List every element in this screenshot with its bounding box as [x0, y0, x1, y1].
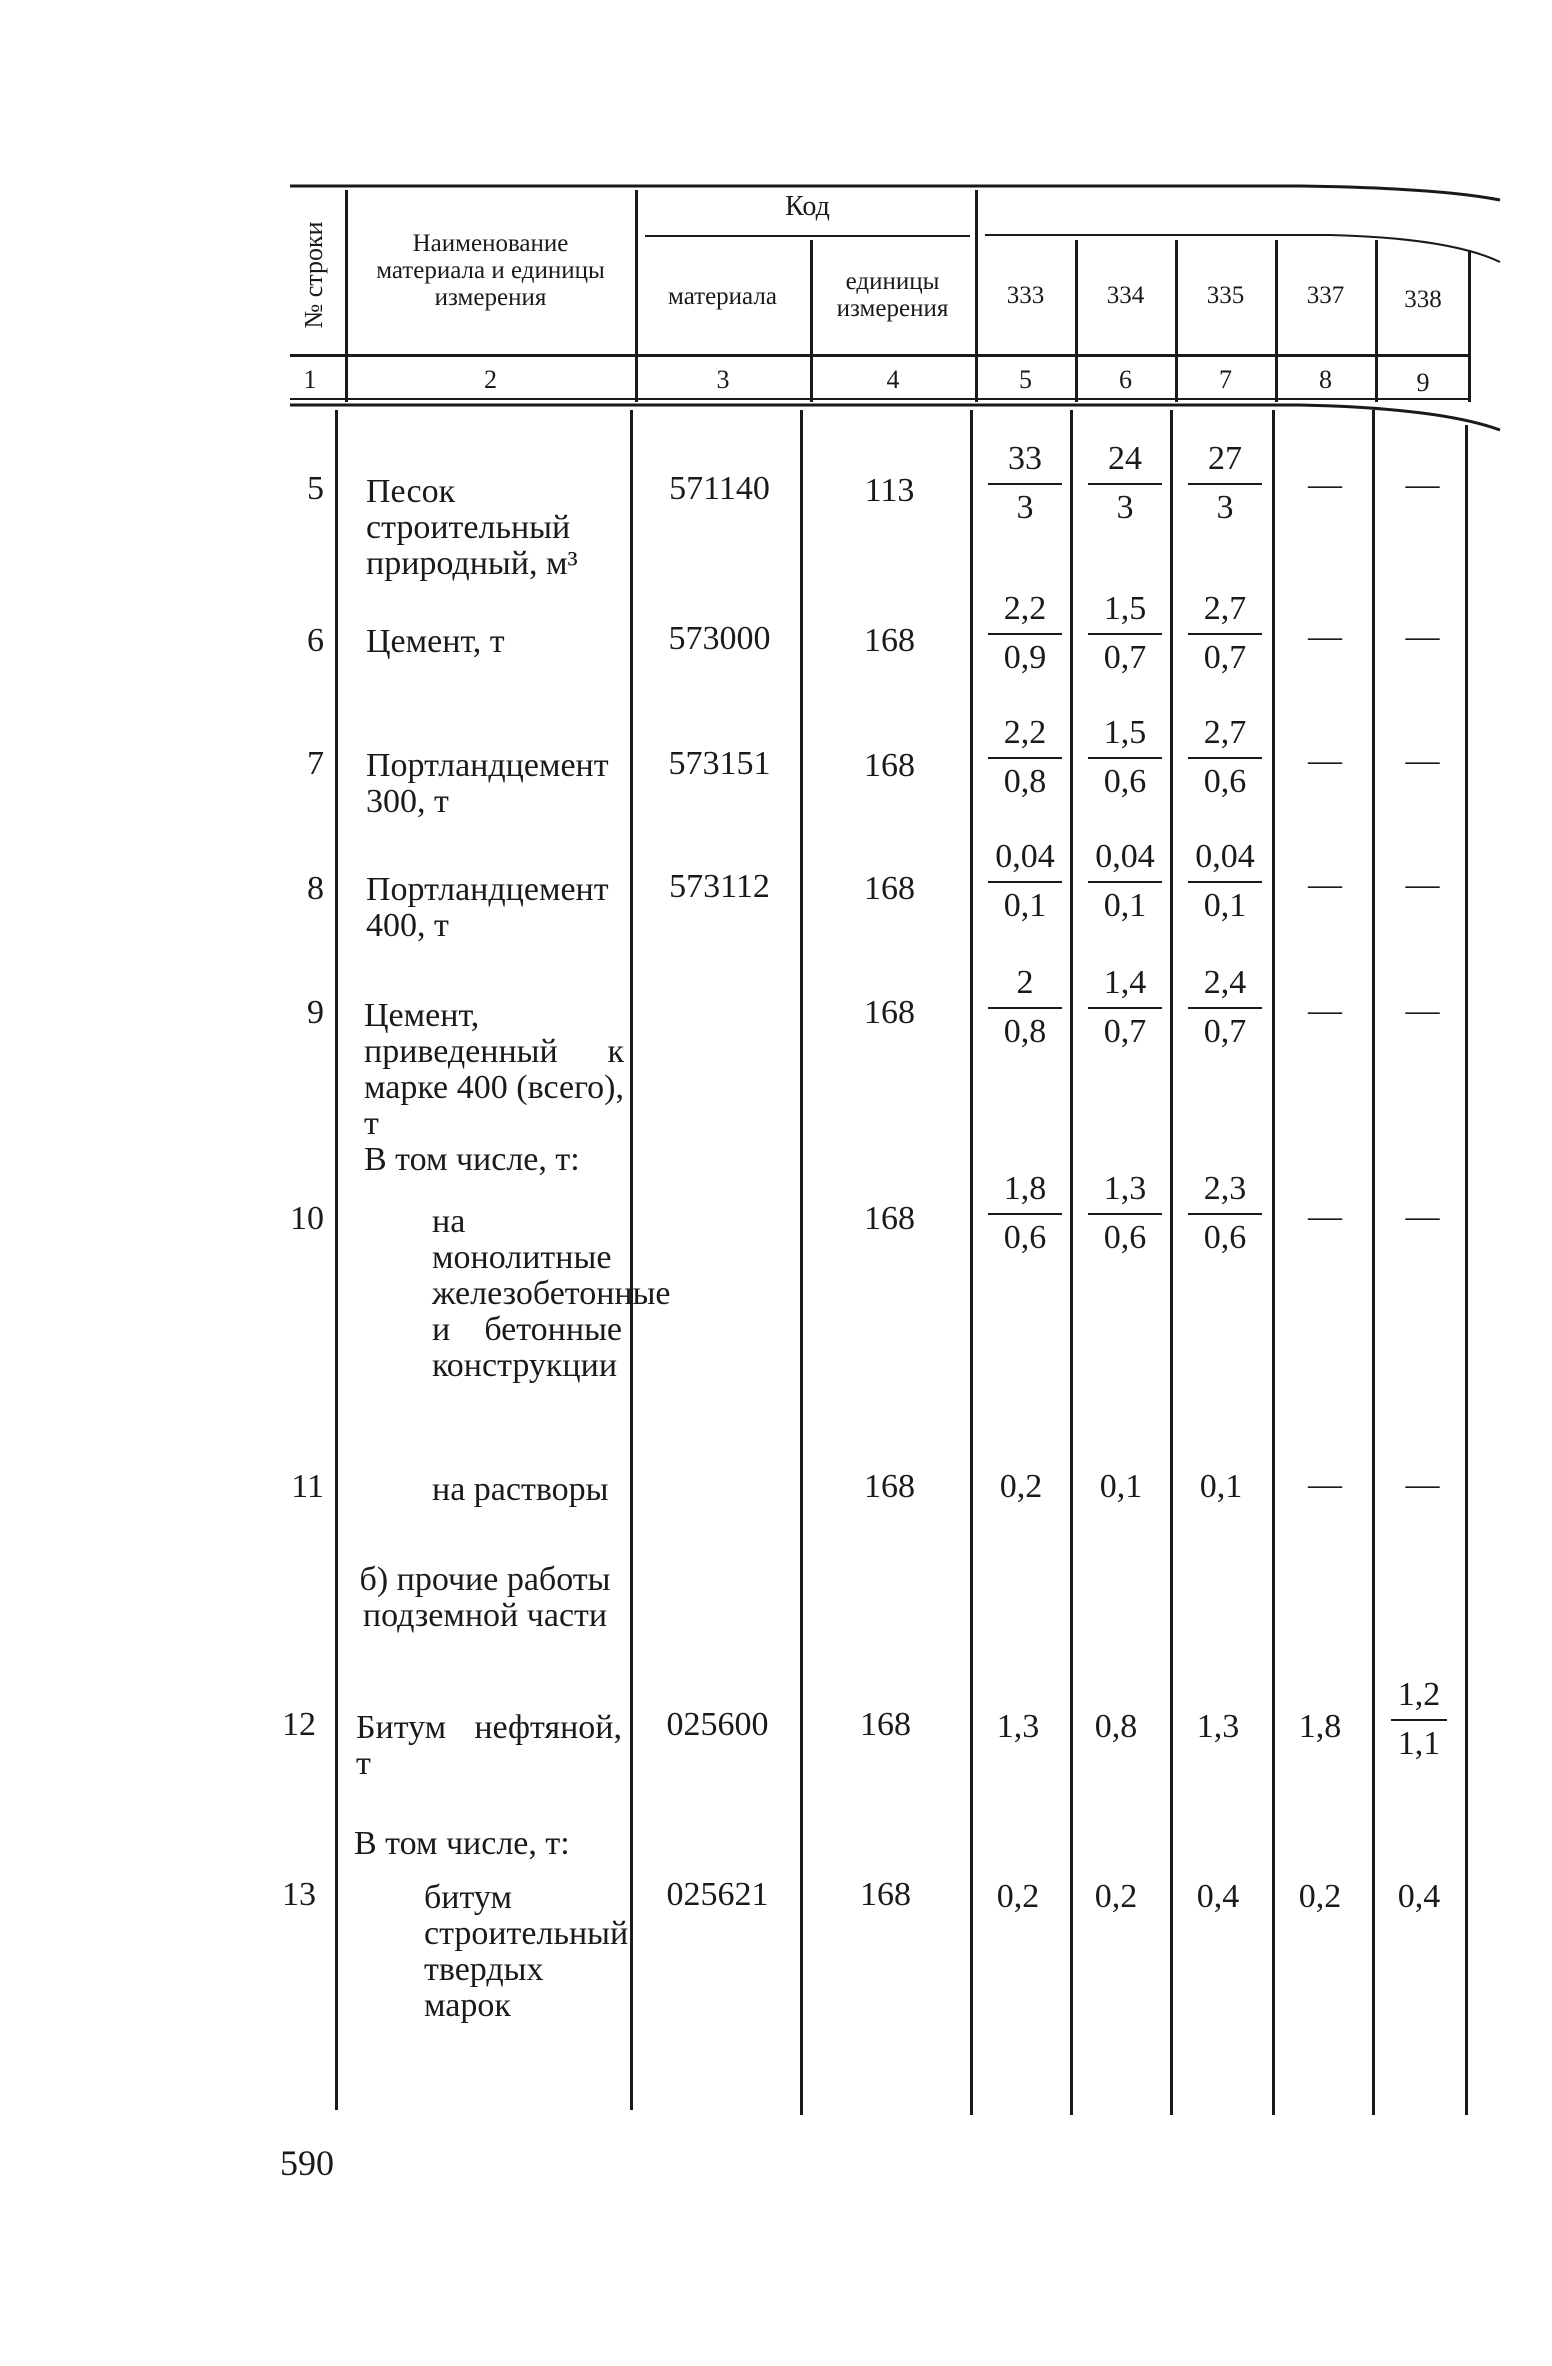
value: 0,4 [1196, 1878, 1240, 1915]
empty-value-dash: — [1308, 1198, 1342, 1235]
material-name: Битум нефтяной, т [356, 1709, 622, 1782]
value: 0,2 [996, 1878, 1040, 1915]
code-group-rule [645, 235, 970, 237]
numerator: 1,2 [1397, 1676, 1441, 1713]
denominator: 3 [1116, 489, 1134, 526]
fraction-bar [988, 1007, 1062, 1009]
row-number: 10 [290, 1200, 324, 1237]
fraction-bar [1088, 757, 1162, 759]
value-column-header: 334 [1106, 282, 1145, 309]
column-number: 9 [1416, 368, 1430, 397]
denominator: 3 [1016, 489, 1034, 526]
fraction-bar [1088, 881, 1162, 883]
unit-code: 168 [864, 1468, 915, 1505]
fraction-value [1180, 964, 1270, 1051]
fraction-value [1080, 838, 1170, 925]
value: 0,2 [1298, 1878, 1342, 1915]
empty-value-dash: — [1405, 742, 1440, 779]
row-number: 13 [282, 1876, 316, 1913]
fraction-bar [1188, 757, 1262, 759]
value-column-header: 333 [1006, 282, 1045, 309]
material-name: Песок строительный природный, м³ [366, 473, 578, 582]
fraction-value [1080, 440, 1170, 527]
denominator: 0,1 [1203, 887, 1247, 924]
fraction-value [1180, 440, 1270, 527]
name-header: Наименование материала и единицы измерения [376, 230, 605, 311]
subheading: В том числе, т: [354, 1825, 570, 1862]
fraction-value [980, 1170, 1070, 1257]
numerator: 0,04 [1095, 838, 1155, 875]
material-name: Цемент, т [366, 623, 505, 660]
material-name: Портландцемент 300, т [366, 747, 609, 820]
row-number: 11 [291, 1468, 324, 1505]
empty-value-dash: — [1405, 992, 1440, 1029]
fraction-value [1180, 714, 1270, 801]
numerator: 1,5 [1103, 714, 1147, 751]
row-number: 7 [307, 745, 324, 782]
row-number: 12 [282, 1706, 316, 1743]
denominator: 0,7 [1203, 1013, 1247, 1050]
empty-value-dash: — [1405, 866, 1440, 903]
material-code: 571140 [669, 470, 770, 507]
column-number: 1 [303, 365, 317, 394]
fraction-value [980, 838, 1070, 925]
denominator: 0,6 [1103, 763, 1147, 800]
column-number: 6 [1119, 365, 1132, 394]
value: 1,3 [1196, 1708, 1240, 1745]
fraction-value [980, 590, 1070, 677]
denominator: 0,7 [1103, 1013, 1147, 1050]
fraction-value [1080, 714, 1170, 801]
fraction-bar [988, 483, 1062, 485]
value: 1,8 [1298, 1708, 1342, 1745]
denominator: 0,6 [1203, 1219, 1247, 1256]
empty-value-dash: — [1405, 1198, 1440, 1235]
numerator: 33 [1008, 440, 1042, 477]
body-divider [800, 410, 803, 2115]
fraction-bar [1088, 483, 1162, 485]
fraction-value [1080, 590, 1170, 677]
denominator: 0,8 [1003, 1013, 1047, 1050]
material-code: 573151 [668, 745, 771, 782]
value-column-header: 335 [1206, 282, 1245, 309]
numerator: 2,7 [1203, 590, 1247, 627]
empty-value-dash: — [1308, 618, 1342, 655]
numerator: 0,04 [1195, 838, 1255, 875]
fraction-value [1376, 1676, 1462, 1763]
body-divider [1170, 410, 1173, 2115]
numerator: 2,2 [1003, 714, 1047, 751]
fraction-bar [1088, 1213, 1162, 1215]
denominator: 1,1 [1397, 1725, 1441, 1762]
fraction-bar [1188, 483, 1262, 485]
material-name: Портландцемент 400, т [366, 871, 609, 944]
subheading: В том числе, т: [364, 1141, 580, 1178]
fraction-value [1080, 964, 1170, 1051]
row-number: 9 [307, 994, 324, 1031]
unit-code: 168 [864, 870, 915, 907]
row-number: 6 [307, 622, 324, 659]
denominator: 0,6 [1203, 763, 1247, 800]
denominator: 3 [1216, 489, 1234, 526]
numerator: 2,3 [1203, 1170, 1247, 1207]
empty-value-dash: — [1308, 992, 1342, 1029]
denominator: 0,8 [1003, 763, 1047, 800]
fraction-value [980, 714, 1070, 801]
fraction-bar [988, 633, 1062, 635]
unit-code: 168 [860, 1706, 911, 1743]
empty-value-dash: — [1308, 1466, 1342, 1503]
row-number: 5 [307, 470, 324, 507]
material-name: на растворы [432, 1471, 609, 1508]
value: 0,2 [1094, 1878, 1138, 1915]
fraction-bar [988, 757, 1062, 759]
fraction-bar [988, 881, 1062, 883]
numerator: 2,2 [1003, 590, 1047, 627]
body-divider [1272, 410, 1275, 2115]
column-number: 4 [886, 365, 900, 394]
value: 0,1 [1099, 1468, 1143, 1505]
empty-value-dash: — [1405, 466, 1440, 503]
material-name: на монолитные железобетонные и бетонные конструкции [432, 1203, 671, 1384]
header-rule [290, 354, 1470, 357]
material-code: 025600 [666, 1706, 769, 1743]
fraction-bar [1088, 1007, 1162, 1009]
value: 0,2 [999, 1468, 1043, 1505]
column-number-rule [290, 398, 1470, 400]
empty-value-dash: — [1405, 1466, 1440, 1503]
value: 0,4 [1397, 1878, 1441, 1915]
empty-value-dash: — [1308, 742, 1342, 779]
fraction-bar [1088, 633, 1162, 635]
material-name: Цемент, приведенный к марке 400 (всего), т [364, 997, 624, 1142]
fraction-bar [988, 1213, 1062, 1215]
fraction-value [1180, 1170, 1270, 1257]
value: 1,3 [996, 1708, 1040, 1745]
denominator: 0,6 [1003, 1219, 1047, 1256]
unit-code: 168 [864, 994, 915, 1031]
fraction-value [1180, 838, 1270, 925]
header-divider [1468, 250, 1471, 402]
denominator: 0,1 [1103, 887, 1147, 924]
unit-code: 168 [860, 1876, 911, 1913]
body-divider [630, 410, 633, 2110]
unit-code: 168 [864, 747, 915, 784]
column-number: 5 [1019, 365, 1032, 394]
unit-code: 168 [864, 1200, 915, 1237]
material-code: 025621 [666, 1876, 769, 1913]
material-code: 573112 [669, 868, 770, 905]
unit-code: 168 [864, 622, 915, 659]
fraction-value [980, 964, 1070, 1051]
column-number: 3 [716, 365, 730, 394]
column-number: 8 [1319, 365, 1332, 394]
material-code-header: материала [668, 283, 777, 310]
fraction-value [1080, 1170, 1170, 1257]
fraction-value [1180, 590, 1270, 677]
numerator: 2,7 [1203, 714, 1247, 751]
material-name: битум строительный твердых марок [424, 1879, 629, 2024]
empty-value-dash: — [1308, 466, 1342, 503]
numerator: 1,8 [1003, 1170, 1047, 1207]
denominator: 0,7 [1103, 639, 1147, 676]
row-number: 8 [307, 870, 324, 907]
code-group-header: Код [785, 191, 830, 222]
denominator: 0,1 [1003, 887, 1047, 924]
numerator: 1,5 [1103, 590, 1147, 627]
page-number: 590 [280, 2143, 334, 2183]
body-divider [970, 410, 973, 2115]
body-divider [335, 410, 338, 2110]
body-divider [1070, 410, 1073, 2115]
numerator: 2 [1016, 964, 1034, 1001]
value-column-header: 338 [1404, 286, 1442, 313]
fraction-value [980, 440, 1070, 527]
row-number-header: № строки [299, 221, 328, 329]
unit-code: 113 [864, 472, 915, 509]
numerator: 24 [1108, 440, 1142, 477]
numerator: 27 [1208, 440, 1242, 477]
fraction-bar [1188, 633, 1262, 635]
value: 0,1 [1199, 1468, 1243, 1505]
fraction-bar [1188, 1213, 1262, 1215]
value: 0,8 [1094, 1708, 1138, 1745]
unit-code-header: единицы измерения [836, 268, 949, 322]
numerator: 2,4 [1203, 964, 1247, 1001]
empty-value-dash: — [1308, 866, 1342, 903]
fraction-bar [1188, 881, 1262, 883]
fraction-bar [1391, 1719, 1447, 1721]
numerator: 0,04 [995, 838, 1055, 875]
denominator: 0,7 [1203, 639, 1247, 676]
denominator: 0,6 [1103, 1219, 1147, 1256]
body-divider [1372, 410, 1375, 2115]
empty-value-dash: — [1405, 618, 1440, 655]
material-code: 573000 [668, 620, 771, 657]
body-divider [1465, 425, 1468, 2115]
fraction-bar [1188, 1007, 1262, 1009]
column-number: 7 [1219, 365, 1232, 394]
denominator: 0,9 [1003, 639, 1047, 676]
numerator: 1,3 [1103, 1170, 1147, 1207]
numerator: 1,4 [1103, 964, 1147, 1001]
value-column-header: 337 [1306, 282, 1345, 309]
subheading: б) прочие работы подземной части [359, 1561, 611, 1634]
column-number: 2 [484, 365, 497, 394]
